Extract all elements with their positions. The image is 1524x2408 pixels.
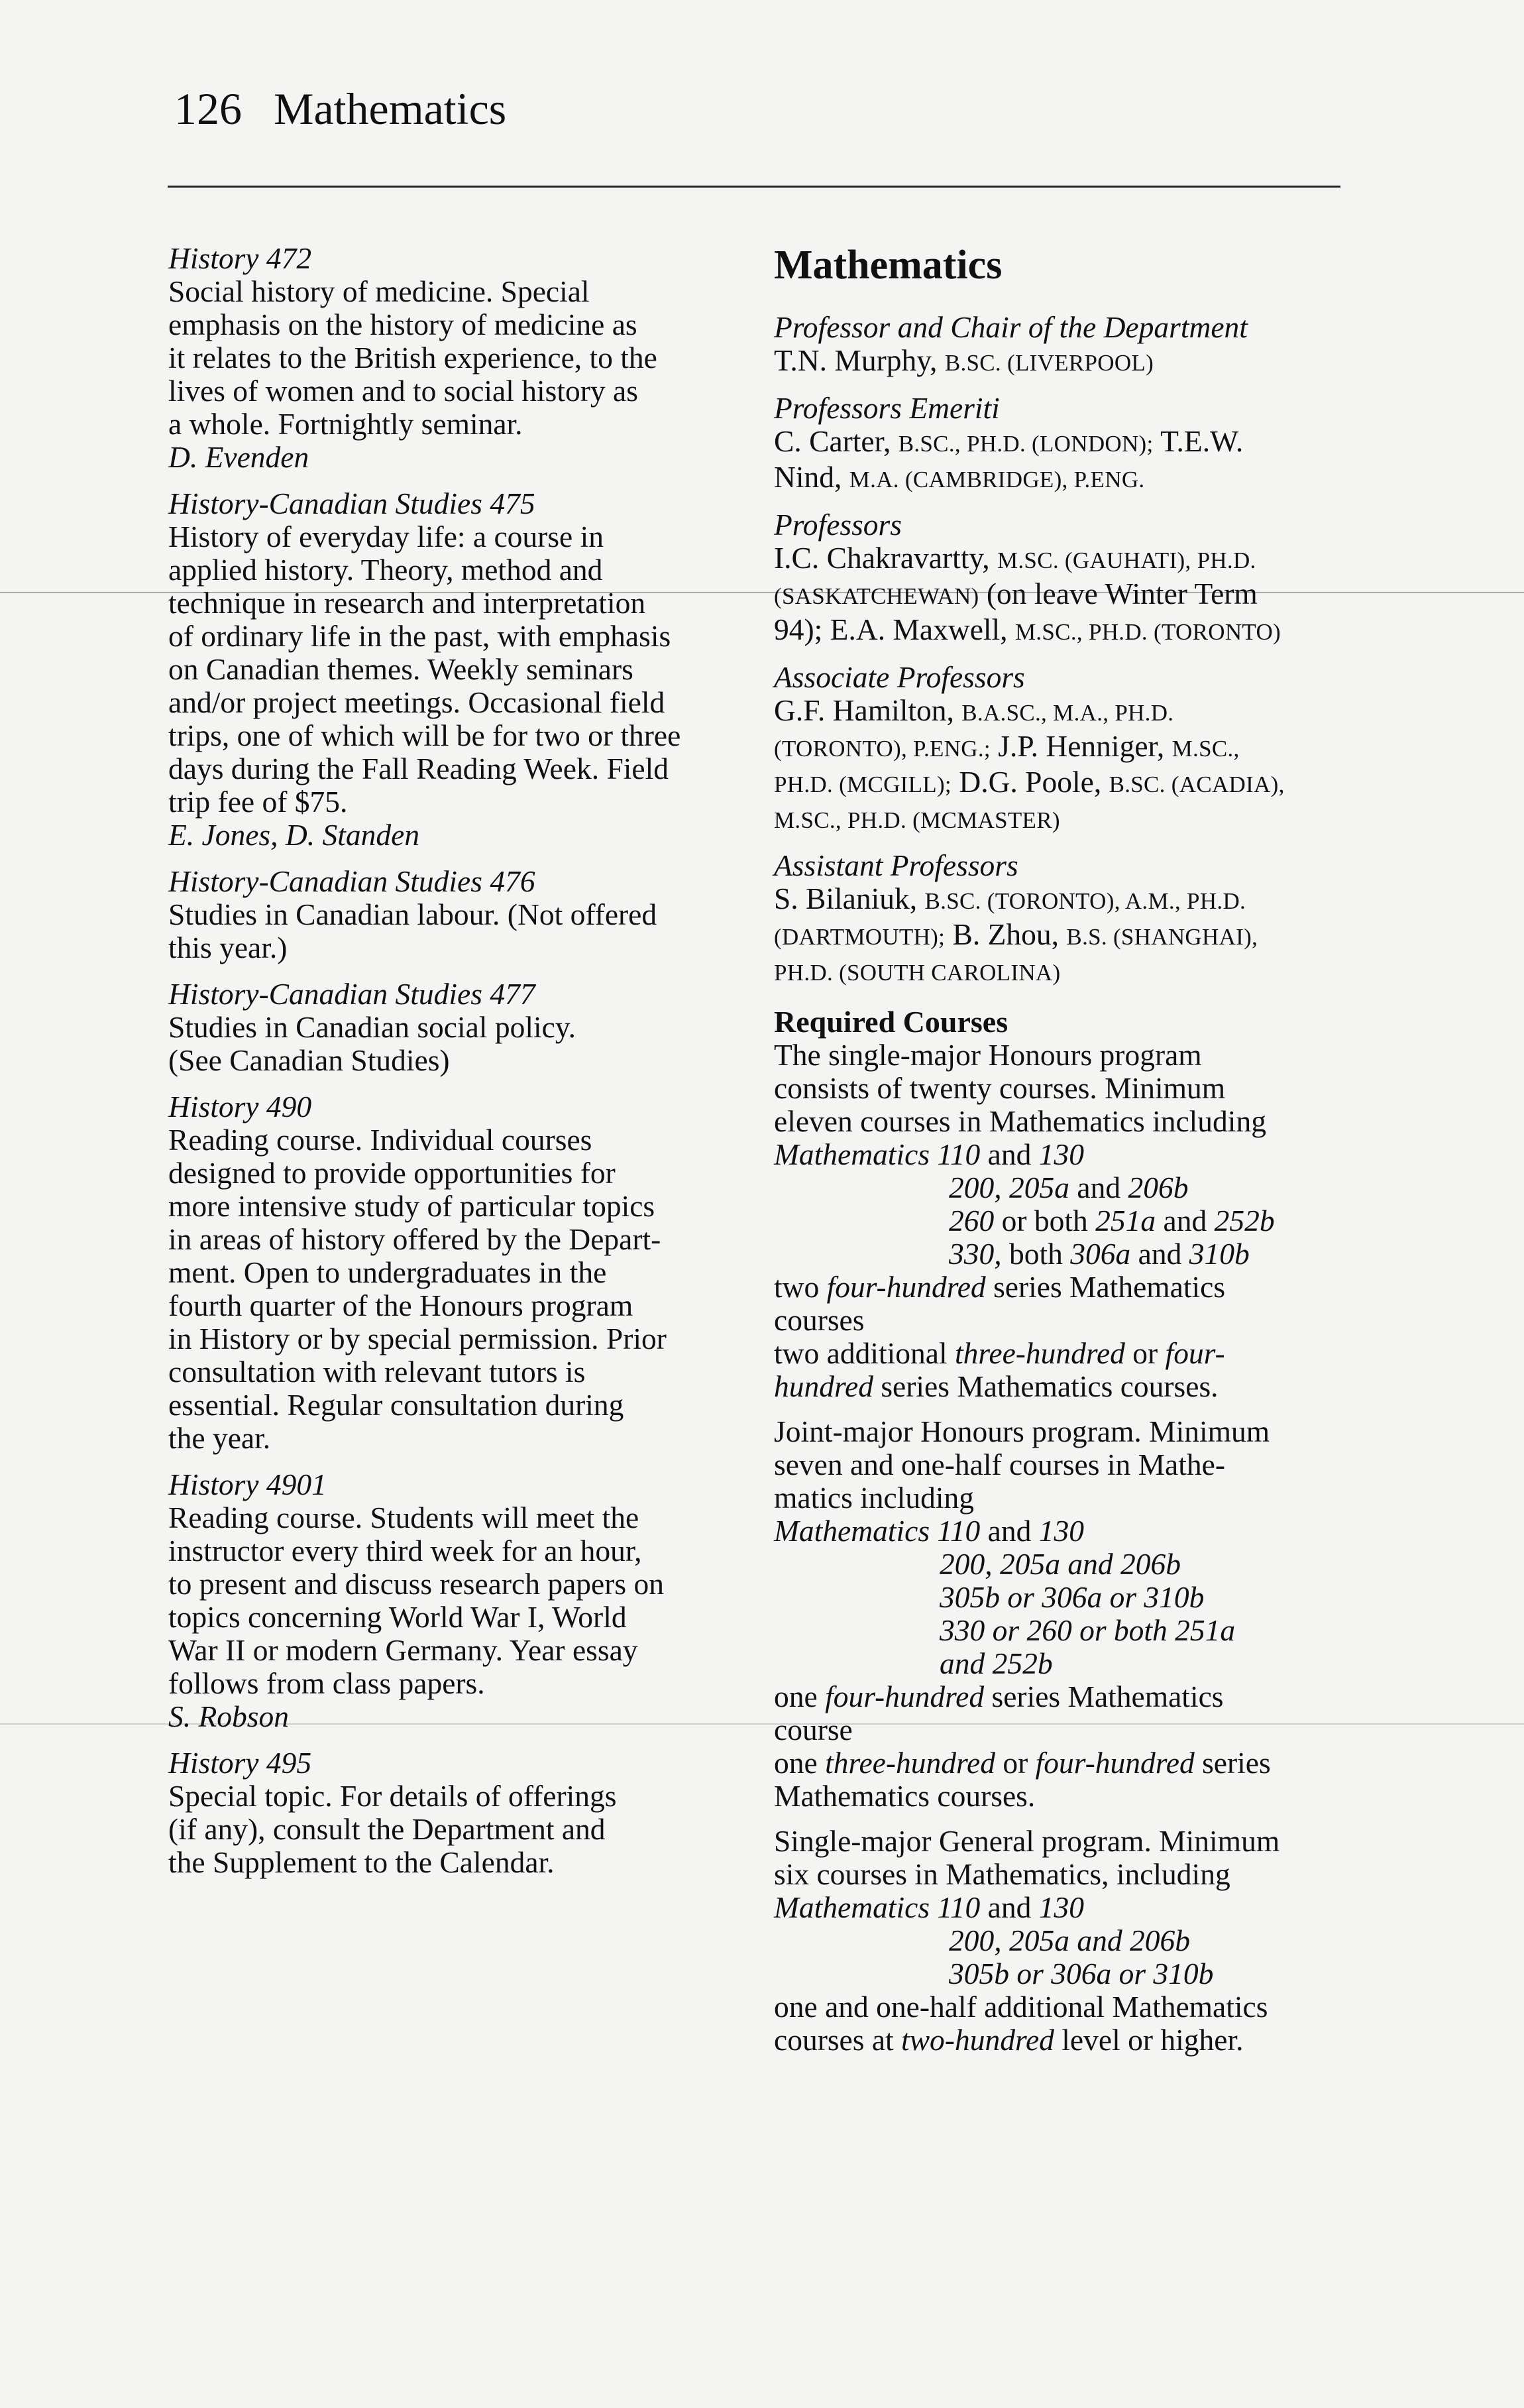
course-entry bbox=[168, 865, 751, 964]
course-description-line: instructor every third week for an hour, bbox=[168, 1534, 642, 1568]
emeriti-name: T.E.W. bbox=[1160, 424, 1244, 458]
course-description-line: this year.) bbox=[168, 931, 288, 964]
conjunction: and bbox=[1138, 1237, 1182, 1271]
course-ref: 200, 205a and 206b bbox=[940, 1547, 1181, 1581]
left-column bbox=[168, 242, 751, 1892]
professor-name: 94); E.A. Maxwell, bbox=[774, 612, 1008, 646]
course-ref: 130 bbox=[1038, 1514, 1084, 1548]
course-ref: 305b or 306a or 310b bbox=[949, 1957, 1214, 1990]
department-title: Mathematics bbox=[774, 243, 1003, 288]
course-ref: 330 or 260 or both 251a bbox=[940, 1613, 1236, 1647]
course-ref: 130 bbox=[1038, 1890, 1084, 1924]
conjunction: both bbox=[1009, 1237, 1063, 1271]
course-title: History-Canadian Studies 476 bbox=[168, 864, 535, 898]
honours-intro-line: The single-major Honours program bbox=[774, 1038, 1202, 1072]
conjunction: and bbox=[987, 1137, 1032, 1171]
assistant-degree: B.SC. (TORONTO), A.M., PH.D. bbox=[924, 888, 1246, 914]
course-title: History 495 bbox=[168, 1746, 312, 1780]
assistant-section bbox=[774, 849, 1357, 990]
assistant-heading: Assistant Professors bbox=[774, 848, 1018, 882]
course-description-line: fourth quarter of the Honours program bbox=[168, 1289, 633, 1322]
course-description-line: applied history. Theory, method and bbox=[168, 553, 603, 587]
assistant-name: B. Zhou, bbox=[952, 917, 1060, 951]
course-ref: 206b bbox=[1128, 1171, 1189, 1204]
course-description-line: ment. Open to undergraduates in the bbox=[168, 1255, 607, 1289]
course-ref: Mathematics bbox=[774, 1137, 930, 1171]
course-ref: 200, 205a bbox=[949, 1171, 1069, 1204]
emeriti-name: C. Carter, bbox=[774, 424, 891, 458]
associate-degree: PH.D. (MCGILL); bbox=[774, 772, 952, 797]
course-title: History-Canadian Studies 477 bbox=[168, 977, 535, 1011]
associate-degree: M.SC., PH.D. (MCMASTER) bbox=[774, 807, 1060, 833]
course-description-line: to present and discuss research papers on bbox=[168, 1567, 664, 1601]
header-rule bbox=[168, 186, 1340, 188]
course-description-line: it relates to the British experience, to the bbox=[168, 341, 657, 374]
course-title: History 472 bbox=[168, 241, 312, 275]
right-column bbox=[774, 242, 1357, 2069]
course-entry bbox=[168, 242, 751, 474]
course-description-line: History of everyday life: a course in bbox=[168, 520, 604, 553]
course-description-line: Special topic. For details of offerings bbox=[168, 1779, 617, 1813]
required-courses-section bbox=[774, 1005, 1357, 1403]
page-number: 126 bbox=[174, 84, 242, 134]
page-header bbox=[174, 84, 507, 134]
course-title: History 490 bbox=[168, 1090, 312, 1123]
honours-intro-line: eleven courses in Mathematics including bbox=[774, 1104, 1266, 1138]
associate-heading: Associate Professors bbox=[774, 660, 1025, 694]
assistant-degree: (DARTMOUTH); bbox=[774, 924, 946, 950]
course-description-line: trip fee of $75. bbox=[168, 785, 348, 819]
course-title: History-Canadian Studies 475 bbox=[168, 487, 535, 520]
course-description-line: Social history of medicine. Special bbox=[168, 274, 590, 308]
course-ref: 305b or 306a or 310b bbox=[940, 1580, 1205, 1614]
course-ref: 252b bbox=[1214, 1204, 1275, 1237]
associate-name: J.P. Henniger, bbox=[998, 729, 1165, 763]
general-intro-line: six courses in Mathematics, including bbox=[774, 1857, 1230, 1891]
general-program-section bbox=[774, 1825, 1357, 2057]
course-description-line: Reading course. Individual courses bbox=[168, 1123, 592, 1157]
course-ref: 251a bbox=[1095, 1204, 1156, 1237]
course-entry bbox=[168, 978, 751, 1077]
course-entry bbox=[168, 1747, 751, 1879]
emeriti-degree: M.A. (CAMBRIDGE), P.ENG. bbox=[849, 467, 1145, 492]
course-description-line: days during the Fall Reading Week. Field bbox=[168, 752, 669, 785]
course-description-line: more intensive study of particular topics bbox=[168, 1189, 655, 1223]
requirement-text: three-hundred bbox=[825, 1746, 995, 1780]
course-description-line: in areas of history offered by the Depart- bbox=[168, 1222, 661, 1256]
requirement-text: series Mathematics bbox=[991, 1680, 1224, 1713]
course-instructor: E. Jones, D. Standen bbox=[168, 818, 420, 852]
chair-name: T.N. Murphy, bbox=[774, 343, 938, 377]
section-title: Mathematics bbox=[274, 84, 507, 134]
requirement-text: two additional bbox=[774, 1336, 948, 1370]
course-description-line: in History or by special permission. Prior bbox=[168, 1322, 667, 1355]
course-description-line: and/or project meetings. Occasional field bbox=[168, 685, 665, 719]
course-description-line: the Supplement to the Calendar. bbox=[168, 1845, 555, 1879]
conjunction: and bbox=[1077, 1171, 1121, 1204]
course-description-line: Studies in Canadian labour. (Not offered bbox=[168, 897, 657, 931]
associate-section bbox=[774, 661, 1357, 837]
professors-section bbox=[774, 508, 1357, 649]
course-description-line: on Canadian themes. Weekly seminars bbox=[168, 652, 633, 686]
requirement-text: four- bbox=[1165, 1336, 1225, 1370]
requirement-text: three-hundred bbox=[954, 1336, 1125, 1370]
course-description-line: lives of women and to social history as bbox=[168, 374, 638, 408]
course-description-line: Reading course. Students will meet the bbox=[168, 1501, 639, 1534]
professor-degree: M.SC. (GAUHATI), PH.D. bbox=[997, 547, 1256, 573]
assistant-degree: PH.D. (SOUTH CAROLINA) bbox=[774, 960, 1061, 986]
emeriti-heading: Professors Emeriti bbox=[774, 391, 1000, 425]
chair-degree: B.SC. (LIVERPOOL) bbox=[944, 350, 1154, 376]
course-description-line: (See Canadian Studies) bbox=[168, 1043, 450, 1077]
emeriti-name: Nind, bbox=[774, 460, 842, 494]
course-entry bbox=[168, 1468, 751, 1733]
professor-degree: (SASKATCHEWAN) bbox=[774, 583, 979, 609]
course-ref: 110 bbox=[937, 1890, 981, 1924]
course-title: History 4901 bbox=[168, 1467, 327, 1501]
professor-name: I.C. Chakravartty, bbox=[774, 541, 990, 575]
emeriti-degree: B.SC., PH.D. (LONDON); bbox=[898, 431, 1154, 457]
conjunction: or both bbox=[1001, 1204, 1088, 1237]
course-ref: 306a bbox=[1070, 1237, 1131, 1271]
associate-degree: B.SC. (ACADIA), bbox=[1109, 772, 1285, 797]
requirement-text: four-hundred bbox=[1035, 1746, 1195, 1780]
honours-intro-line: consists of twenty courses. Minimum bbox=[774, 1071, 1226, 1105]
requirement-text: courses at bbox=[774, 2023, 894, 2057]
requirement-text: two bbox=[774, 1270, 820, 1304]
course-description-line: emphasis on the history of medicine as bbox=[168, 308, 637, 341]
joint-intro-line: Joint-major Honours program. Minimum bbox=[774, 1414, 1270, 1448]
assistant-name: S. Bilaniuk, bbox=[774, 882, 918, 915]
requirement-text: or bbox=[1003, 1746, 1028, 1780]
joint-intro-line: seven and one-half courses in Mathe- bbox=[774, 1448, 1225, 1481]
professors-heading: Professors bbox=[774, 508, 902, 542]
conjunction: and bbox=[987, 1514, 1032, 1548]
course-ref: 330, bbox=[949, 1237, 1002, 1271]
assistant-degree: B.S. (SHANGHAI), bbox=[1066, 924, 1258, 950]
course-ref: and 252b bbox=[940, 1646, 1053, 1680]
course-description-line: (if any), consult the Department and bbox=[168, 1812, 606, 1846]
course-ref: 310b bbox=[1189, 1237, 1250, 1271]
course-description-line: of ordinary life in the past, with emphasis bbox=[168, 619, 671, 653]
requirement-text: level or higher. bbox=[1061, 2023, 1244, 2057]
requirement-text: series Mathematics bbox=[993, 1270, 1226, 1304]
requirement-text: or bbox=[1132, 1336, 1158, 1370]
course-description-line: follows from class papers. bbox=[168, 1666, 485, 1700]
course-description-line: essential. Regular consultation during bbox=[168, 1388, 624, 1422]
chair-heading: Professor and Chair of the Department bbox=[774, 310, 1248, 344]
course-ref: 260 bbox=[949, 1204, 995, 1237]
associate-name: D.G. Poole, bbox=[959, 765, 1102, 799]
course-description-line: designed to provide opportunities for bbox=[168, 1156, 616, 1190]
course-description-line: Studies in Canadian social policy. bbox=[168, 1010, 576, 1044]
course-entry bbox=[168, 1090, 751, 1455]
general-intro-line: Single-major General program. Minimum bbox=[774, 1824, 1280, 1858]
course-entry bbox=[168, 487, 751, 852]
joint-intro-line: matics including bbox=[774, 1481, 975, 1515]
requirement-text: series Mathematics courses. bbox=[881, 1369, 1219, 1403]
course-description-line: consultation with relevant tutors is bbox=[168, 1355, 586, 1389]
requirement-text: two-hundred bbox=[901, 2023, 1054, 2057]
course-ref: Mathematics bbox=[774, 1890, 930, 1924]
course-instructor: S. Robson bbox=[168, 1699, 289, 1733]
chair-section bbox=[774, 311, 1357, 380]
joint-major-section bbox=[774, 1415, 1357, 1813]
associate-degree: M.SC., bbox=[1171, 736, 1240, 762]
course-description-line: a whole. Fortnightly seminar. bbox=[168, 407, 523, 441]
requirement-text: one bbox=[774, 1680, 818, 1713]
course-description-line: War II or modern Germany. Year essay bbox=[168, 1633, 638, 1667]
requirement-text: one and one-half additional Mathematics bbox=[774, 1990, 1268, 2024]
associate-degree: (TORONTO), P.ENG.; bbox=[774, 736, 991, 762]
conjunction: and bbox=[987, 1890, 1032, 1924]
course-ref: 110 bbox=[937, 1514, 981, 1548]
professor-degree: M.SC., PH.D. (TORONTO) bbox=[1014, 619, 1281, 645]
course-description-line: technique in research and interpretation bbox=[168, 586, 646, 620]
requirement-text: Mathematics courses. bbox=[774, 1779, 1036, 1813]
course-ref: 130 bbox=[1038, 1137, 1084, 1171]
leave-note: (on leave Winter Term bbox=[986, 577, 1258, 610]
emeriti-section bbox=[774, 392, 1357, 496]
conjunction: and bbox=[1163, 1204, 1207, 1237]
course-instructor: D. Evenden bbox=[168, 440, 309, 474]
requirement-text: one bbox=[774, 1746, 818, 1780]
associate-degree: B.A.SC., M.A., PH.D. bbox=[961, 700, 1174, 726]
course-description-line: trips, one of which will be for two or three bbox=[168, 718, 681, 752]
requirement-text: course bbox=[774, 1713, 853, 1747]
requirement-text: courses bbox=[774, 1303, 865, 1337]
associate-name: G.F. Hamilton, bbox=[774, 693, 954, 727]
course-ref: Mathematics bbox=[774, 1514, 930, 1548]
requirement-text: hundred bbox=[774, 1369, 873, 1403]
course-description-line: the year. bbox=[168, 1421, 271, 1455]
course-ref: 200, 205a and 206b bbox=[949, 1923, 1190, 1957]
required-courses-heading: Required Courses bbox=[774, 1005, 1008, 1039]
requirement-text: series bbox=[1202, 1746, 1271, 1780]
requirement-text: four-hundred bbox=[825, 1680, 985, 1713]
requirement-text: four-hundred bbox=[826, 1270, 986, 1304]
course-ref: 110 bbox=[937, 1137, 981, 1171]
course-description-line: topics concerning World War I, World bbox=[168, 1600, 627, 1634]
